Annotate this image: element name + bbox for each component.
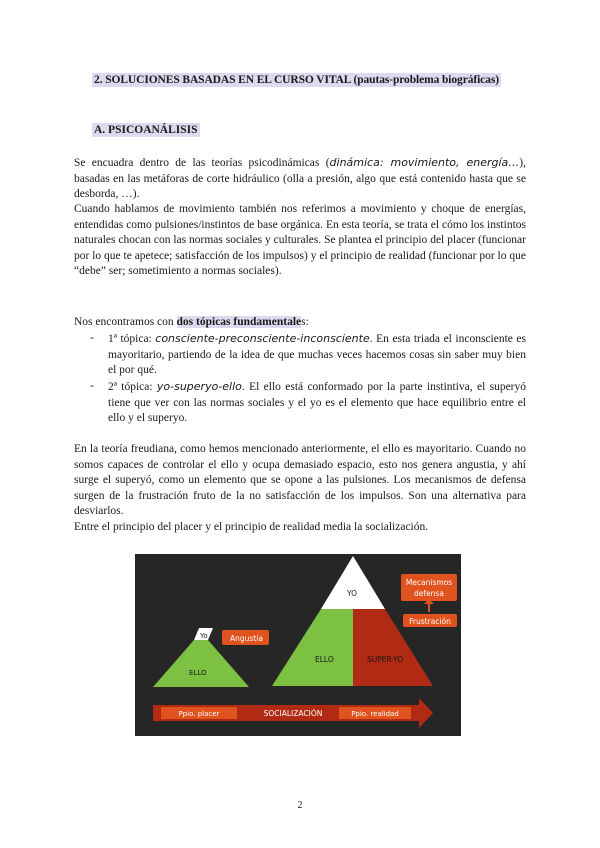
frustracion-label: Frustración bbox=[409, 617, 451, 626]
list-item: - 2ª tópica: yo-superyo-ello. El ello está conformado por la parte instintiva, el superyó tiene que ver con las normas sociales y el yo es el elemento que hace equilibrio entre el ello y el superyo. bbox=[90, 380, 527, 425]
section-heading: 2. SOLUCIONES BASADAS EN EL CURSO VITAL (pautas-problema biográficas) bbox=[94, 74, 499, 86]
psychoanalysis-diagram bbox=[135, 554, 461, 736]
big-yo-label: YO bbox=[347, 589, 358, 598]
superyo-label: SUPER-YO bbox=[367, 655, 404, 664]
small-yo-label: Yo bbox=[200, 632, 208, 640]
page-number: 2 bbox=[297, 800, 303, 811]
paragraph-intro: Se encuadra dentro de las teorías psicodinámicas (dinámica: movimiento, energía…), basadas en las metáforas de corte hidráulico (olla a presión, algo que está contenido hasta que se desborda, …). bbox=[74, 156, 526, 201]
angustia-label: Angustia bbox=[230, 634, 263, 643]
subsection-heading: A. PSICOANÁLISIS bbox=[94, 124, 198, 136]
realidad-label: Ppio. realidad bbox=[351, 710, 399, 718]
small-ello-label: ELLO bbox=[189, 669, 207, 677]
list-item: - 1ª tópica: consciente-preconsciente-inconsciente. En esta triada el inconsciente es mayoritario, partiendo de la idea de que muchas veces hacemos cosas sin saber muy bien el por qué. bbox=[90, 332, 526, 377]
paragraph-socializacion: Entre el principio del placer y el principio de realidad media la socialización. bbox=[74, 521, 429, 533]
paragraph-topicas: Nos encontramos con dos tópicas fundamentales: bbox=[74, 316, 309, 328]
mecanismos-label: Mecanismos bbox=[405, 578, 453, 587]
paragraph-freud: En la teoría freudiana, como hemos mencionado anteriormente, el ello es mayoritario. Cuando no somos capaces de controlar el ello y ocupa demasiado espacio, esto nos genera angustia, y ahí surge el superyó, como un elemento que se opone a las pulsiones. Los mecanismos de defensa surgen de la frustración fruto de la no satisfacción de los impulsos. Son una alternativa para desviarlos. bbox=[74, 443, 526, 518]
paragraph-movement: Cuando hablamos de movimiento también nos referimos a movimiento y choque de energías, entendidas como pulsiones/instintos de base orgánica. En esta teoría, se trata el cómo los instintos naturales chocan con las normas sociales y culturales. Se plantea el principio del placer (funcionar por lo que te apetece; satisfacción de los impulsos) y el principio de realidad (funcionar por lo que “debe” ser; sometimiento a normas sociales). bbox=[74, 203, 526, 278]
placer-label: Ppio. placer bbox=[178, 710, 220, 718]
socializacion-label: SOCIALIZACIÓN bbox=[263, 709, 323, 718]
defensa-label: defensa bbox=[414, 589, 444, 598]
big-ello-label: ELLO bbox=[315, 655, 334, 664]
